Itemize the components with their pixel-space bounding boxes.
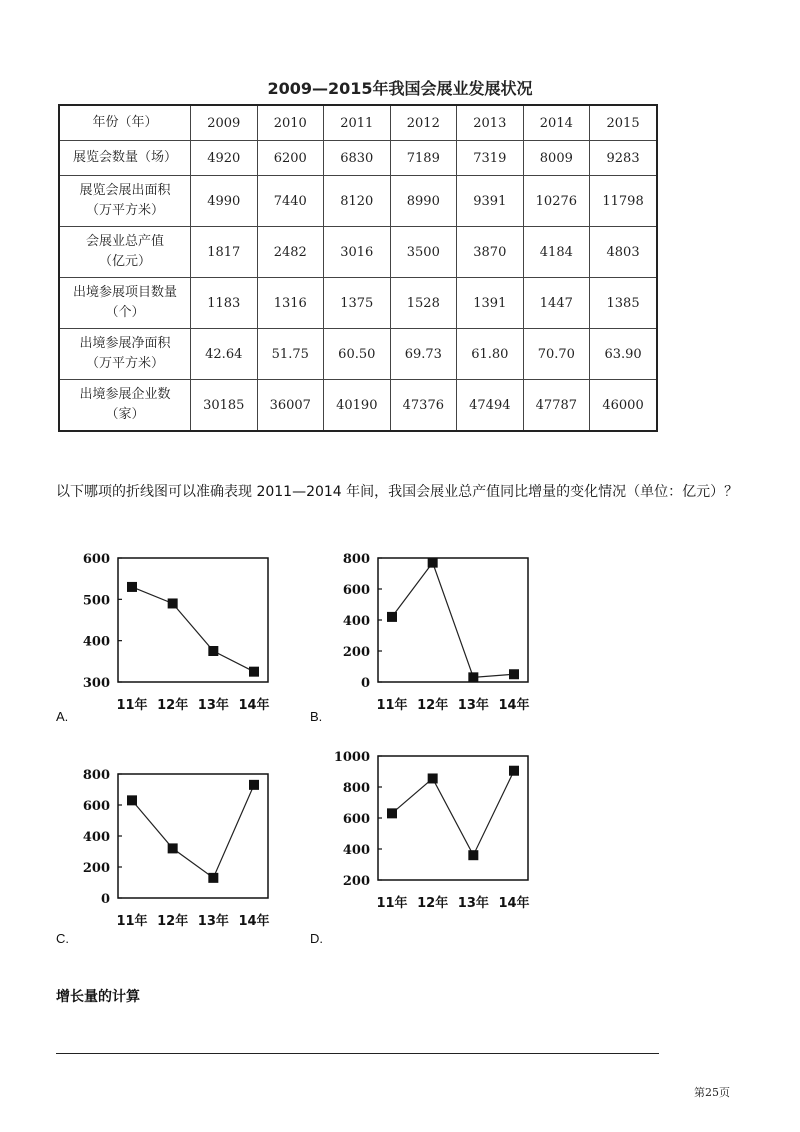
table-cell: 7440 <box>257 176 324 227</box>
table-cell: 42.64 <box>191 329 258 380</box>
table-row <box>59 380 657 432</box>
x-tick-label: 14年 <box>498 896 530 911</box>
x-tick-label: 12年 <box>417 896 449 911</box>
line-chart-svg <box>66 548 286 723</box>
table-cell: 7189 <box>390 141 457 176</box>
row-label <box>59 380 191 432</box>
table-cell: 4920 <box>191 141 258 176</box>
row-label-line: 展览会数量（场） <box>72 150 177 165</box>
data-point <box>249 667 259 677</box>
row-label-line: 出境参展净面积 <box>79 336 171 351</box>
x-tick-label: 12年 <box>157 914 189 929</box>
y-tick-label: 600 <box>82 799 110 814</box>
data-point <box>208 873 218 883</box>
row-label <box>59 141 191 176</box>
data-point <box>127 582 137 592</box>
section-heading: 增长量的计算 <box>56 989 140 1005</box>
table-cell: 1375 <box>324 278 391 329</box>
year-header: 2009 <box>191 105 258 141</box>
x-tick-label: 11年 <box>376 896 408 911</box>
y-tick-label: 300 <box>82 676 110 691</box>
table-cell: 47787 <box>523 380 590 432</box>
y-tick-label: 600 <box>342 583 370 598</box>
table-cell: 6200 <box>257 141 324 176</box>
data-table <box>58 104 658 432</box>
option-label-c[interactable]: C. <box>56 931 69 946</box>
table-row <box>59 278 657 329</box>
y-tick-label: 500 <box>82 593 110 609</box>
table-title: 2009—2015年我国会展业发展状况 <box>267 79 533 98</box>
table-cell: 3016 <box>324 227 391 278</box>
series-line <box>132 785 254 878</box>
x-tick-label: 13年 <box>457 896 489 911</box>
x-tick-label: 13年 <box>197 698 229 713</box>
row-label-line: （万平方米） <box>85 356 164 371</box>
page-number: 第25页 <box>694 1086 730 1099</box>
table-cell: 51.75 <box>257 329 324 380</box>
year-header: 2011 <box>324 105 391 141</box>
table-cell: 6830 <box>324 141 391 176</box>
table-cell: 9391 <box>457 176 524 227</box>
table-cell: 3870 <box>457 227 524 278</box>
table-header-row <box>59 105 657 141</box>
table-cell: 30185 <box>191 380 258 432</box>
chart-option-c[interactable] <box>66 764 286 939</box>
table-cell: 69.73 <box>390 329 457 380</box>
table-cell: 36007 <box>257 380 324 432</box>
y-tick-label: 600 <box>342 812 370 827</box>
x-tick-label: 12年 <box>417 698 449 713</box>
table-cell: 1385 <box>590 278 657 329</box>
table-cell: 1817 <box>191 227 258 278</box>
y-tick-label: 600 <box>82 552 110 567</box>
y-tick-label: 0 <box>100 892 110 907</box>
option-label-a[interactable]: A. <box>56 709 69 724</box>
x-tick-label: 14年 <box>238 698 270 713</box>
divider-line <box>56 1053 659 1054</box>
table-row <box>59 329 657 380</box>
series-line <box>132 587 254 672</box>
y-tick-label: 0 <box>360 676 370 691</box>
table-cell: 61.80 <box>457 329 524 380</box>
data-point <box>468 850 478 860</box>
table-cell: 70.70 <box>523 329 590 380</box>
x-tick-label: 14年 <box>238 914 270 929</box>
data-point <box>168 598 178 608</box>
x-tick-label: 11年 <box>376 698 408 713</box>
row-label <box>59 227 191 278</box>
table-row <box>59 227 657 278</box>
table-cell: 7319 <box>457 141 524 176</box>
row-label-line: 出境参展企业数 <box>79 387 171 402</box>
table-cell: 8120 <box>324 176 391 227</box>
table-cell: 1183 <box>191 278 258 329</box>
table-cell: 4990 <box>191 176 258 227</box>
year-header: 2014 <box>523 105 590 141</box>
table-cell: 46000 <box>590 380 657 432</box>
line-chart-svg <box>326 548 546 723</box>
x-tick-label: 14年 <box>498 698 530 713</box>
y-tick-label: 800 <box>342 781 370 796</box>
table-cell: 4184 <box>523 227 590 278</box>
chart-option-b[interactable] <box>326 548 546 723</box>
year-header: 2012 <box>390 105 457 141</box>
row-label-line: 会展业总产值 <box>85 234 164 249</box>
data-point <box>208 646 218 656</box>
row-label-line: 出境参展项目数量 <box>72 285 177 300</box>
plot-frame <box>118 558 268 682</box>
data-point <box>428 773 438 783</box>
chart-option-d[interactable] <box>326 746 546 921</box>
data-point <box>127 795 137 805</box>
x-tick-label: 11年 <box>116 914 148 929</box>
row-label <box>59 278 191 329</box>
data-point <box>387 808 397 818</box>
y-tick-label: 800 <box>342 552 370 567</box>
option-label-b[interactable]: B. <box>310 709 323 724</box>
line-chart-svg <box>66 764 286 939</box>
y-tick-label: 400 <box>342 843 370 858</box>
x-tick-label: 13年 <box>197 914 229 929</box>
data-point <box>509 766 519 776</box>
table-cell: 4803 <box>590 227 657 278</box>
row-label-line: 展览会展出面积 <box>79 183 171 198</box>
row-label-line: （个） <box>105 305 145 320</box>
y-tick-label: 400 <box>342 614 370 629</box>
header-label: 年份（年） <box>59 105 191 141</box>
plot-frame <box>118 774 268 898</box>
y-tick-label: 200 <box>82 861 110 876</box>
table-cell: 11798 <box>590 176 657 227</box>
data-point <box>468 672 478 682</box>
table-cell: 40190 <box>324 380 391 432</box>
data-point <box>387 612 397 622</box>
table-cell: 63.90 <box>590 329 657 380</box>
row-label-line: （万平方米） <box>85 203 164 218</box>
table-cell: 2482 <box>257 227 324 278</box>
option-label-d[interactable]: D. <box>310 931 323 946</box>
table-cell: 8009 <box>523 141 590 176</box>
row-label-line: （亿元） <box>98 254 151 269</box>
y-tick-label: 800 <box>82 768 110 783</box>
table-cell: 1316 <box>257 278 324 329</box>
table-cell: 10276 <box>523 176 590 227</box>
table-cell: 60.50 <box>324 329 391 380</box>
table-cell: 1528 <box>390 278 457 329</box>
line-chart-svg <box>326 746 546 921</box>
table-cell: 47376 <box>390 380 457 432</box>
chart-option-a[interactable] <box>66 548 286 723</box>
table-cell: 8990 <box>390 176 457 227</box>
table-cell: 1391 <box>457 278 524 329</box>
year-header: 2010 <box>257 105 324 141</box>
y-tick-label: 1000 <box>333 750 370 765</box>
x-tick-label: 13年 <box>457 698 489 713</box>
year-header: 2013 <box>457 105 524 141</box>
y-tick-label: 400 <box>82 634 110 650</box>
question-text: 以下哪项的折线图可以准确表现 2011—2014 年间，我国会展业总产值同比增量的变化情况（单位：亿元）？ <box>56 484 739 500</box>
y-tick-label: 400 <box>82 830 110 845</box>
table-cell: 9283 <box>590 141 657 176</box>
series-line <box>392 563 514 678</box>
table-row <box>59 176 657 227</box>
data-point <box>168 843 178 853</box>
x-tick-label: 11年 <box>116 698 148 713</box>
table-cell: 3500 <box>390 227 457 278</box>
table-cell: 47494 <box>457 380 524 432</box>
x-tick-label: 12年 <box>157 698 189 713</box>
series-line <box>392 771 514 855</box>
table-row <box>59 141 657 176</box>
data-point <box>509 669 519 679</box>
data-point <box>428 558 438 568</box>
row-label-line: （家） <box>105 407 145 422</box>
y-tick-label: 200 <box>342 645 370 660</box>
row-label <box>59 176 191 227</box>
year-header: 2015 <box>590 105 657 141</box>
table-cell: 1447 <box>523 278 590 329</box>
y-tick-label: 200 <box>342 874 370 889</box>
row-label <box>59 329 191 380</box>
data-point <box>249 780 259 790</box>
